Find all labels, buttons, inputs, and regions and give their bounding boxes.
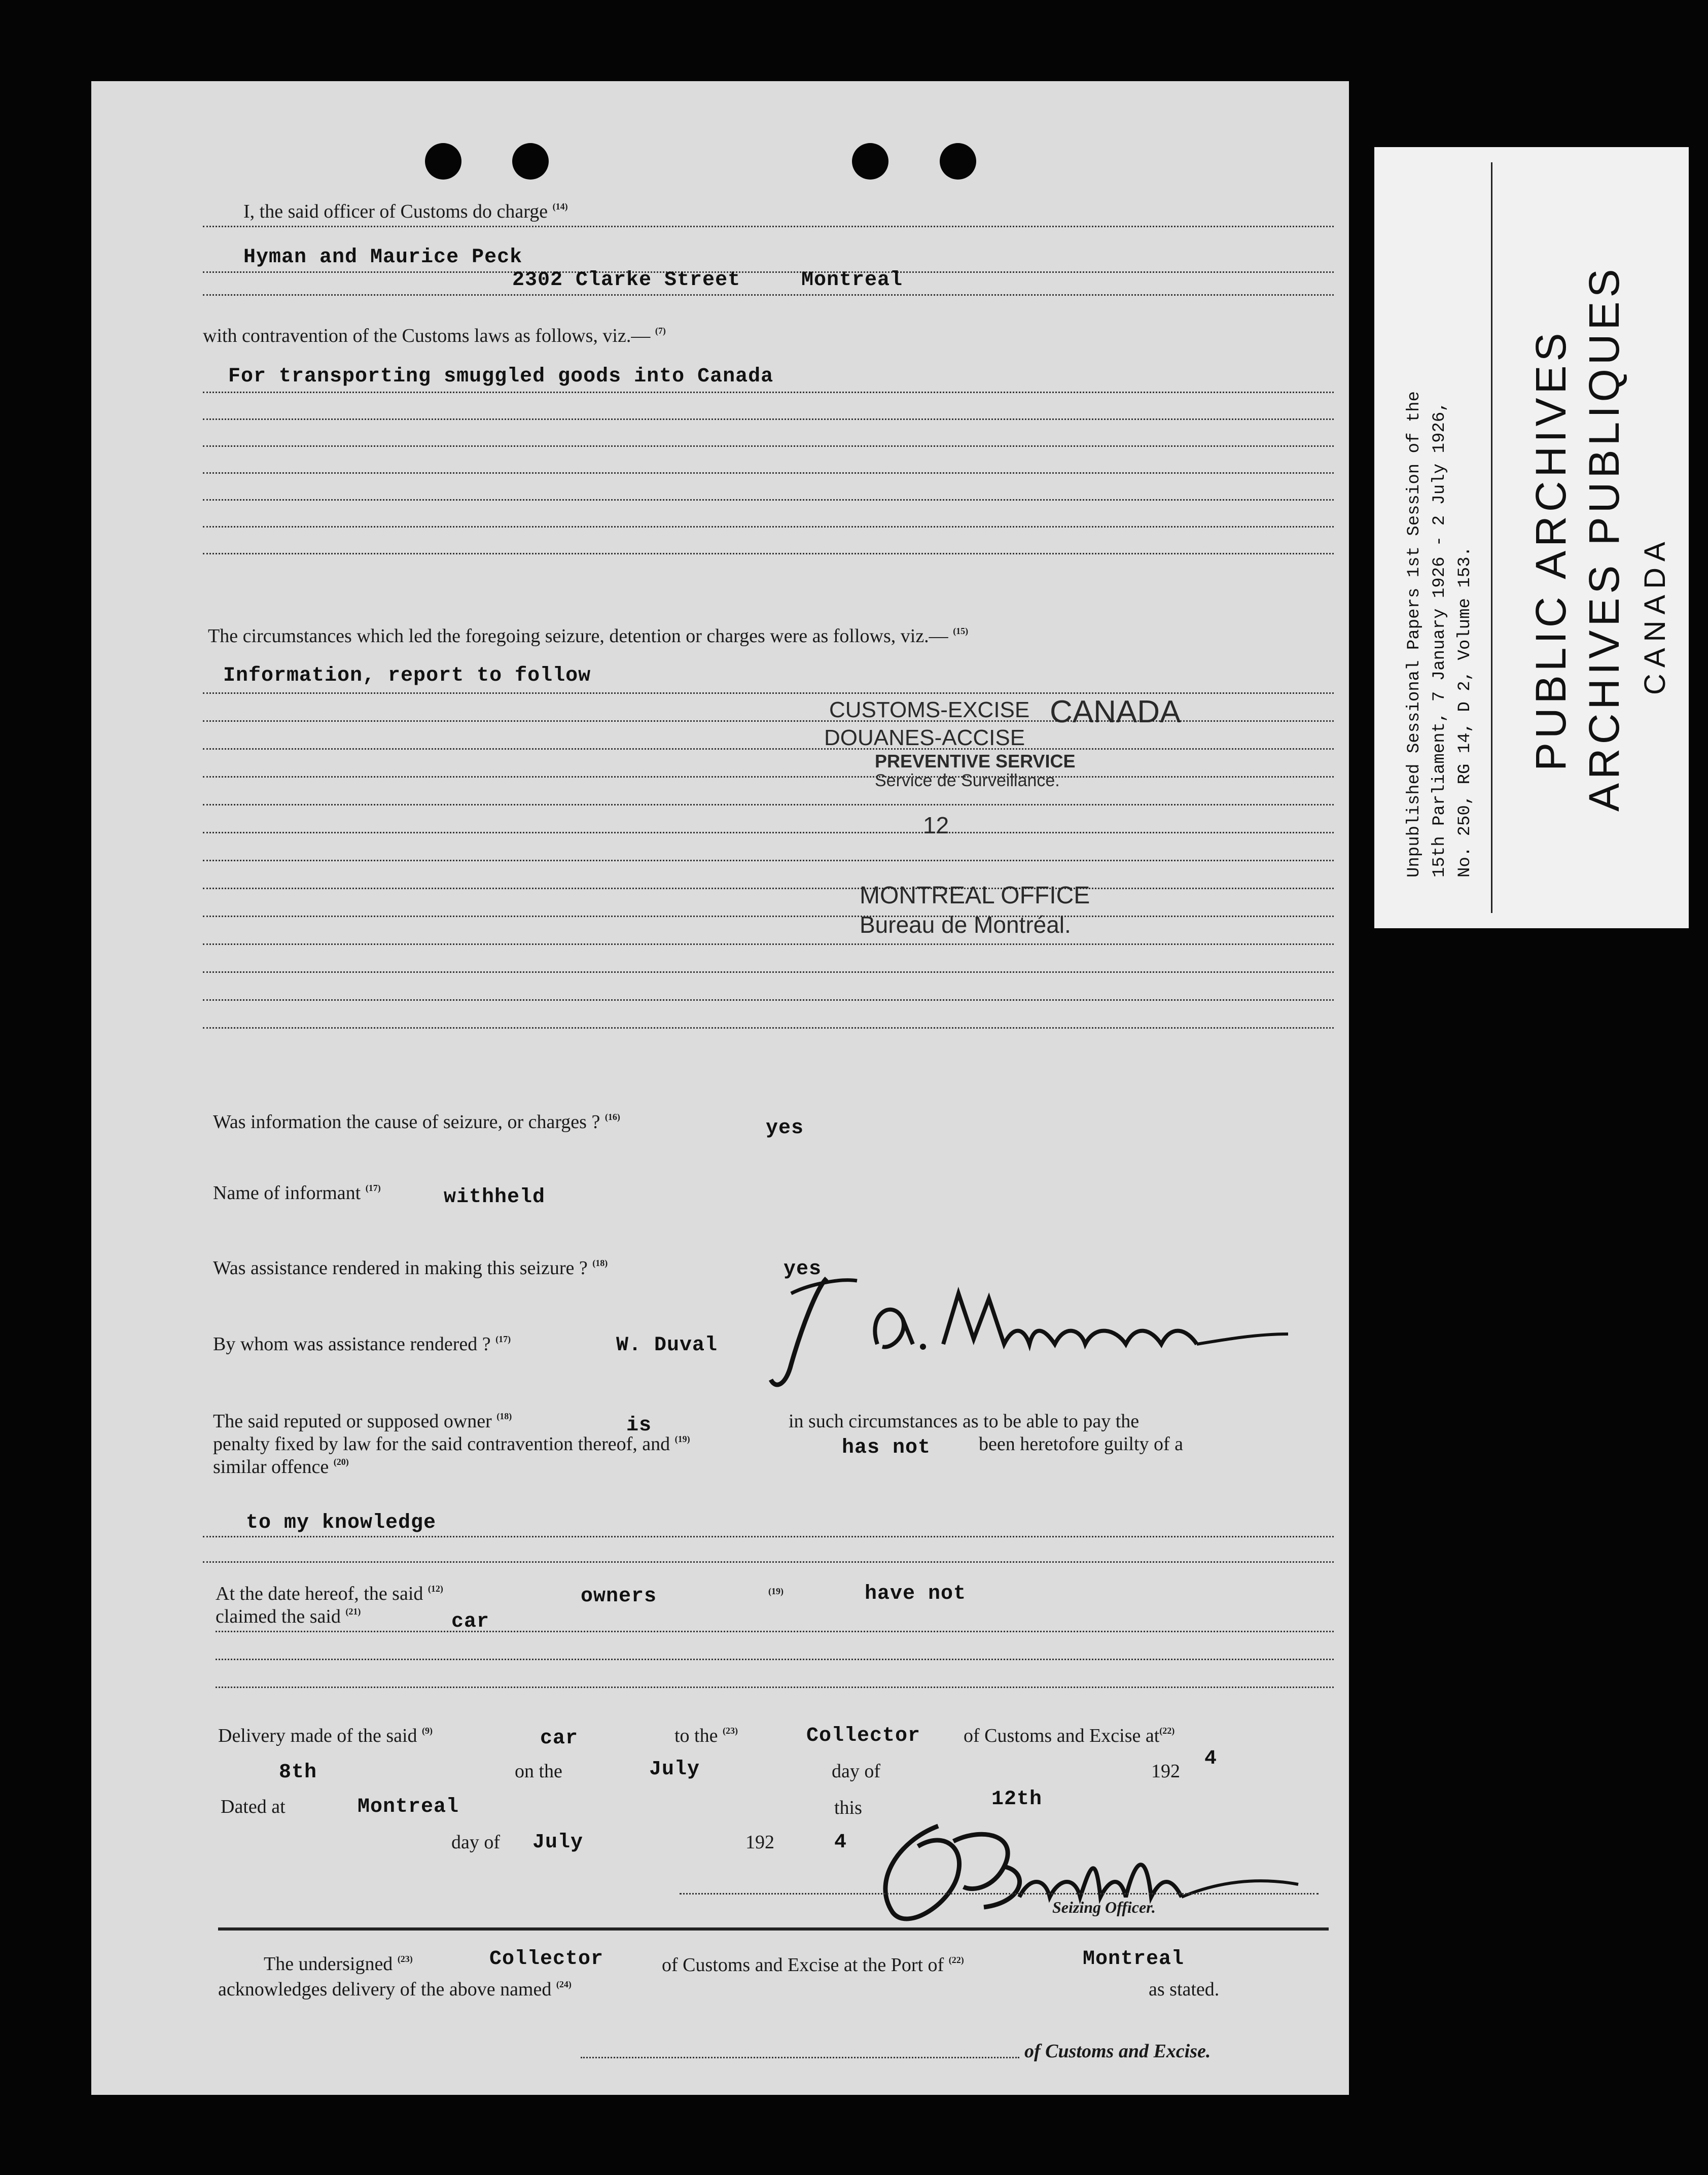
delivery-year-digit: 4 [1204, 1747, 1218, 1770]
date-owners: owners [581, 1585, 657, 1608]
signature-line [680, 1893, 1319, 1895]
ack-port: Montreal [1083, 1948, 1185, 1971]
delivery-collector: Collector [806, 1725, 921, 1747]
delivery-customs: of Customs and Excise $at^{(22)}$ [964, 1725, 1175, 1746]
dated-at-label: Dated at [221, 1796, 286, 1817]
question-by-whom: By whom was assistance rendered ? $^{(17)}$ [213, 1334, 511, 1355]
archive-title-fr: ARCHIVES PUBLIQUES [1580, 265, 1628, 812]
label-divider [1491, 162, 1492, 913]
contravention-text: For transporting smuggled goods into Canada [228, 365, 774, 388]
answer-by-whom: W. Duval [616, 1334, 718, 1357]
answer-informant: withheld [444, 1186, 546, 1209]
ack-undersigned: The undersigned $^{(23)}$ [264, 1953, 413, 1975]
answer-assistance: yes [784, 1258, 822, 1281]
archive-note-line-2: 15th Parliament, 7 January 1926 - 2 July 1926, [1430, 401, 1449, 878]
dotted-line [203, 294, 1334, 296]
dotted-line [203, 888, 1334, 889]
punch-hole [425, 143, 461, 180]
dated-place: Montreal [358, 1796, 459, 1818]
delivery-day: 8th [279, 1761, 317, 1784]
date-have-not: have not [865, 1583, 967, 1605]
dotted-line [203, 499, 1334, 501]
dotted-line [203, 748, 1334, 750]
dotted-line [203, 226, 1334, 227]
dated-this: this [834, 1797, 862, 1818]
question-assistance: Was assistance rendered in making this seizure ? $^{(18)}$ [213, 1257, 608, 1279]
owner-is: is [626, 1414, 652, 1437]
assistant-signature [761, 1258, 1298, 1410]
delivery-month: July [649, 1758, 700, 1781]
dotted-line [203, 999, 1334, 1001]
defendants-name: Hyman and Maurice Peck [243, 246, 523, 269]
claimed-label: claimed the said $^{(21)}$ [216, 1606, 361, 1627]
dotted-line [203, 971, 1334, 973]
owner-line-3: similar offence $^{(20)}$ [213, 1456, 349, 1478]
stamp-line-preventive: PREVENTIVE SERVICE [875, 751, 1076, 771]
question-information: Was information the cause of seizure, or charges ? $^{(16)}$ [213, 1111, 620, 1133]
ack-footer: of Customs and Excise. [1024, 2041, 1211, 2062]
circumstances-label: The circumstances which led the foregoing seizure, detention or charges were as follows, viz.— $^{(15)}$ [208, 625, 969, 647]
delivery-label: Delivery made of the said $^{(9)}$ [218, 1725, 433, 1746]
delivery-day-of: day of [832, 1761, 881, 1782]
stamp-line-customs: CUSTOMS-EXCISE [829, 697, 1030, 722]
dated-year-digit: 4 [834, 1831, 847, 1854]
owner-line-2a: penalty fixed by law for the said contravention thereof, and $^{(19)}$ [213, 1433, 690, 1455]
collector-signature-line [581, 2057, 1019, 2058]
punch-hole [512, 143, 549, 180]
defendants-city: Montreal [801, 269, 903, 292]
archive-note-line-1: Unpublished Sessional Papers 1st Session of the [1405, 391, 1424, 878]
answer-information: yes [766, 1117, 804, 1140]
dotted-line [203, 804, 1334, 805]
dotted-line [216, 1659, 1334, 1660]
owner-line-1b: in such circumstances as to be able to pay the [789, 1411, 1140, 1432]
dotted-line [203, 776, 1334, 778]
dated-day-of: day of [451, 1832, 501, 1853]
claimed-item: car [451, 1610, 490, 1633]
charge-intro: I, the said officer of Customs do charge $^{(14)}$ [243, 201, 568, 222]
punch-hole [940, 143, 976, 180]
stamp-line-canada: CANADA [1050, 694, 1181, 729]
dotted-line [203, 526, 1334, 528]
dotted-line [203, 271, 1334, 273]
dotted-line [203, 916, 1334, 917]
circumstances-text: Information, report to follow [223, 664, 591, 687]
dotted-line [203, 943, 1334, 945]
stamp-date: 12 [923, 812, 949, 838]
ack-customs-port: of Customs and Excise at the Port of $^{(22)}$ [662, 1954, 964, 1976]
dotted-line [203, 1536, 1334, 1537]
owner-knowledge: to my knowledge [246, 1512, 437, 1534]
dotted-line [203, 832, 1334, 833]
dotted-line [203, 553, 1334, 554]
stamp-line-douanes: DOUANES-ACCISE [824, 725, 1025, 750]
archive-note-line-3: No. 250, RG 14, D 2, Volume 153. [1455, 546, 1475, 878]
seizing-officer-label: Seizing Officer. [1052, 1898, 1156, 1916]
contravention-label: with contravention of the Customs laws as follows, viz.— $^{(7)}$ [203, 325, 666, 346]
owner-has-not: has not [842, 1436, 931, 1459]
dated-year: 192 [745, 1832, 774, 1853]
ack-as-stated: as stated. [1149, 1979, 1220, 2000]
date-ref-2: (19) [768, 1586, 784, 1596]
owner-line-2b: been heretofore guilty of a [979, 1433, 1184, 1455]
defendants-address: 2302 Clarke Street [512, 269, 741, 292]
dotted-line [203, 418, 1334, 420]
ack-collector: Collector [489, 1948, 604, 1971]
stamp-bureau: Bureau de Montréal. [860, 911, 1071, 938]
dotted-line [203, 1561, 1334, 1563]
date-label: At the date hereof, the said $^{(12)}$ [216, 1583, 443, 1604]
dotted-line [203, 860, 1334, 861]
dated-day: 12th [991, 1788, 1043, 1811]
owner-line-1a: The said reputed or supposed owner $^{(18)}$ [213, 1411, 512, 1432]
archive-label [1374, 147, 1689, 928]
stamp-line-surveillance: Service de Surveillance. [875, 771, 1060, 790]
delivery-year: 192 [1151, 1761, 1180, 1782]
customs-form-page [91, 81, 1349, 2095]
delivery-to: to the $^{(23)}$ [674, 1725, 738, 1746]
delivery-item: car [540, 1727, 579, 1750]
stamp-office: MONTREAL OFFICE [860, 882, 1090, 909]
delivery-on-the: on the [515, 1761, 562, 1782]
dotted-line [216, 1687, 1334, 1688]
archive-country: CANADA [1639, 536, 1671, 695]
punch-hole [852, 143, 888, 180]
archive-title-en: PUBLIC ARCHIVES [1527, 329, 1575, 771]
dotted-line [203, 1027, 1334, 1029]
dotted-line [203, 392, 1334, 393]
dotted-line [203, 472, 1334, 474]
dated-month: July [532, 1831, 584, 1854]
question-informant: Name of informant $^{(17)}$ [213, 1182, 381, 1204]
ack-line-2: acknowledges delivery of the above named $^{(24)}$ [218, 1979, 572, 2000]
dotted-line [203, 445, 1334, 447]
section-divider [218, 1927, 1329, 1931]
dotted-line [216, 1631, 1334, 1632]
